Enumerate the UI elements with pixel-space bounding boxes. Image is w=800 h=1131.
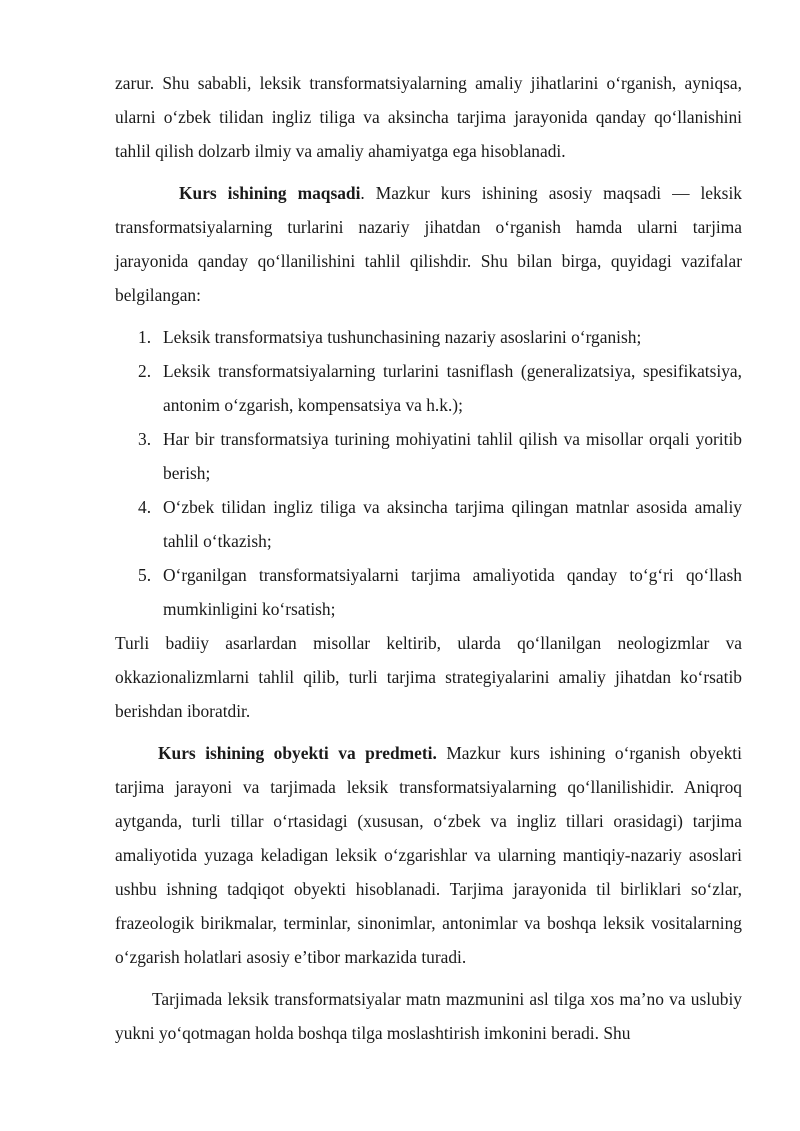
list-item-text: Oʻrganilgan transformatsiyalarni tarjima amaliyotida qanday toʻgʻri qoʻllash mumkinligini koʻrsatish;	[163, 565, 742, 619]
list-item-number: 4.	[138, 497, 152, 517]
heading-goal: Kurs ishining maqsadi	[179, 183, 361, 203]
paragraph-examples: Turli badiiy asarlardan misollar keltirib, ularda qoʻllanilgan neologizmlar va okkazionalizmlarni tahlil qilib, turli tarjima strategiyalarini amaliy jihatdan koʻrsatib berishdan iboratdir.	[115, 633, 742, 721]
goal-body: . Mazkur kurs ishining asosiy maqsadi — leksik transformatsiyalarning turlarini nazariy jihatdan oʻrganish hamda ularni tarjima jarayonida qanday qoʻllanilishini tahlil qilishdir. Shu bilan birga, quyidagi vazifalar belgilangan:	[115, 183, 742, 305]
list-item-text: Leksik transformatsiyalarning turlarini tasniflash (generalizatsiya, spesifikatsiya, antonim oʻzgarish, kompensatsiya va h.k.);	[163, 361, 742, 415]
spacer	[115, 728, 742, 736]
list-item	[138, 320, 742, 354]
paragraph-object	[115, 736, 742, 974]
spacer	[115, 168, 742, 176]
list-item-number: 1.	[138, 327, 152, 347]
list-item-number: 3.	[138, 429, 152, 449]
list-item	[138, 354, 742, 422]
list-item	[138, 490, 742, 558]
list-item	[138, 422, 742, 490]
spacer	[115, 974, 742, 982]
paragraph-translation: Tarjimada leksik transformatsiyalar matn mazmunini asl tilga xos ma’no va uslubiy yukni yoʻqotmagan holda boshqa tilga moslashtirish imkonini beradi. Shu	[115, 989, 742, 1043]
heading-object: Kurs ishining obyekti va predmeti.	[158, 743, 437, 763]
list-item-text: Leksik transformatsiya tushunchasining nazariy asoslarini oʻrganish;	[163, 327, 642, 347]
tasks-list	[115, 320, 742, 626]
document-page	[115, 66, 742, 1050]
list-item-text: Har bir transformatsiya turining mohiyatini tahlil qilish va misollar orqali yoritib berish;	[163, 429, 742, 483]
list-item-number: 5.	[138, 565, 152, 585]
list-item-text: Oʻzbek tilidan ingliz tiliga va aksincha tarjima qilingan matnlar asosida amaliy tahlil oʻtkazish;	[163, 497, 742, 551]
object-body: Mazkur kurs ishining oʻrganish obyekti tarjima jarayoni va tarjimada leksik transformatsiyalarning qoʻllanilishidir. Aniqroq aytganda, turli tillar oʻrtasidagi (xususan, oʻzbek va ingliz tillari orasidagi) tarjima amaliyotida yuzaga keladigan leksik oʻzgarishlar va ularning mantiqiy-nazariy asoslari ushbu ishning tadqiqot obyekti hisoblanadi. Tarjima jarayonida til birliklari soʻzlar, frazeologik birikmalar, terminlar, sinonimlar, antonimlar va boshqa leksik vositalarning oʻzgarish holatlari asosiy e’tibor markazida turadi.	[115, 743, 742, 967]
paragraph-intro: zarur. Shu sababli, leksik transformatsiyalarning amaliy jihatlarini oʻrganish, ayniqsa, ularni oʻzbek tilidan ingliz tiliga va aksincha tarjima jarayonida qanday qoʻllanishini tahlil qilish dolzarb ilmiy va amaliy ahamiyatga ega hisoblanadi.	[115, 73, 742, 161]
list-item-number: 2.	[138, 361, 152, 381]
paragraph-goal	[115, 176, 742, 312]
list-item	[138, 558, 742, 626]
